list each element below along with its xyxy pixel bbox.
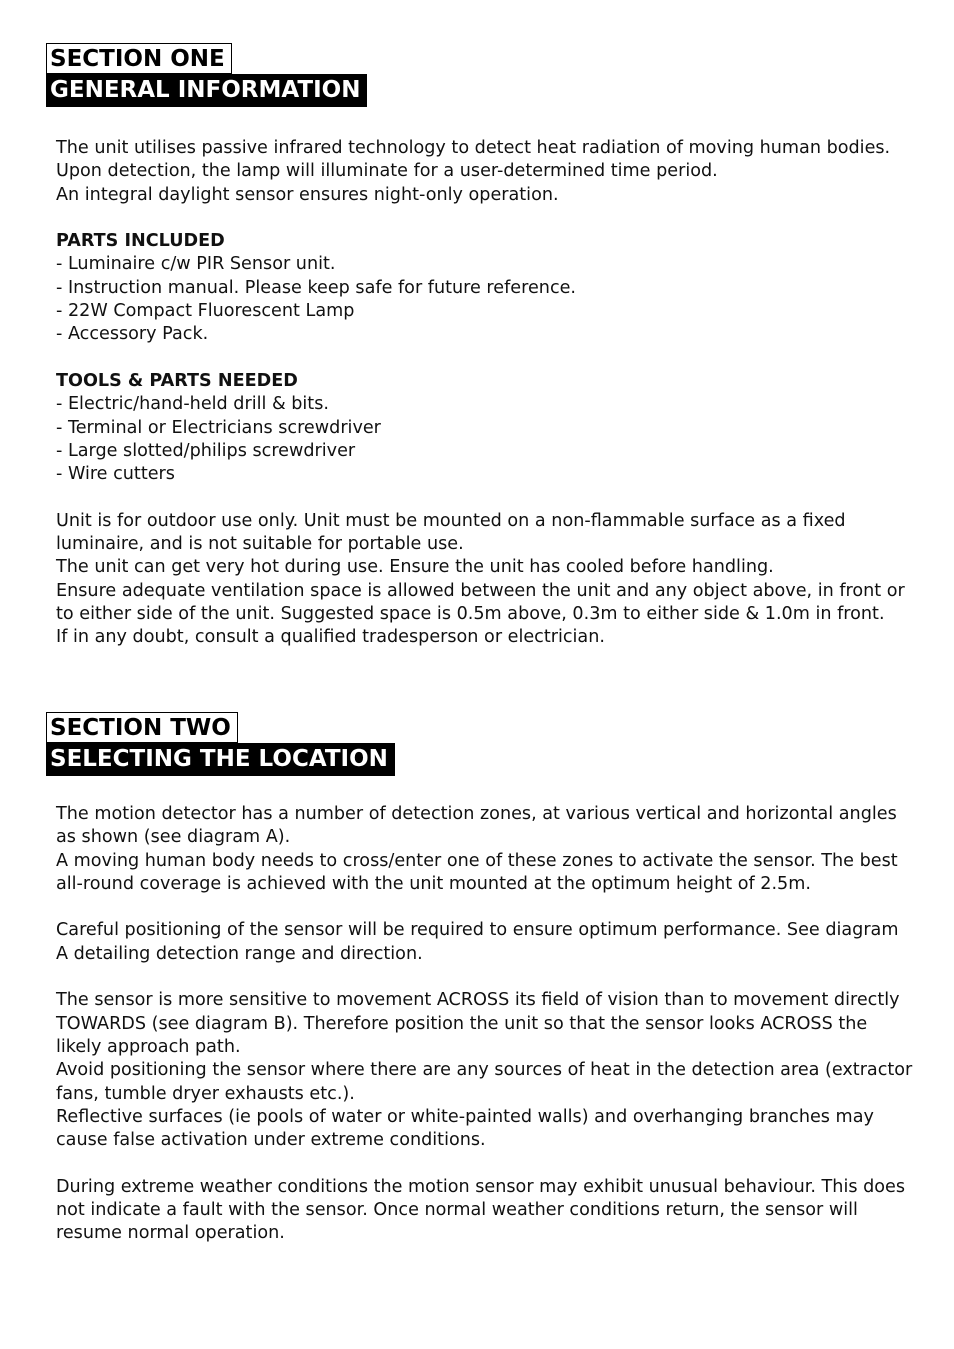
- body-paragraph: Reflective surfaces (ie pools of water or white-painted walls) and overhanging branches may cause false activation under extreme conditions.: [56, 1106, 874, 1151]
- section-two-heading: [46, 712, 395, 776]
- section-one-label: SECTION ONE: [46, 43, 232, 74]
- intro-line: The unit utilises passive infrared technology to detect heat radiation of moving human bodies.: [56, 138, 891, 158]
- list-item: - Large slotted/philips screwdriver: [56, 440, 356, 461]
- section-two-title: SELECTING THE LOCATION: [46, 743, 395, 776]
- list-item: - Luminaire c/w PIR Sensor unit.: [56, 254, 336, 275]
- parts-heading: PARTS INCLUDED: [56, 231, 225, 252]
- body-paragraph: During extreme weather conditions the motion sensor may exhibit unusual behaviour. This does not indicate a fault with the sensor. Once normal weather conditions return, the sensor will resume normal operation.: [56, 1176, 906, 1244]
- intro-line: Upon detection, the lamp will illuminate for a user-determined time period.: [56, 161, 718, 182]
- section-one-body: [56, 137, 916, 650]
- tools-list: [56, 393, 916, 486]
- note-paragraph: If in any doubt, consult a qualified tradesperson or electrician.: [56, 627, 605, 648]
- list-item: - Instruction manual. Please keep safe for future reference.: [56, 277, 577, 298]
- list-item: - 22W Compact Fluorescent Lamp: [56, 301, 355, 322]
- list-item: - Electric/hand-held drill & bits.: [56, 394, 329, 415]
- intro-line: An integral daylight sensor ensures night-only operation.: [56, 184, 559, 205]
- note-paragraph: Ensure adequate ventilation space is allowed between the unit and any object above, in front or to either side of the unit. Suggested space is 0.5m above, 0.3m to either side & 1.0m in front.: [56, 580, 905, 624]
- section-two-label: SECTION TWO: [46, 712, 238, 743]
- body-paragraph: A moving human body needs to cross/enter one of these zones to activate the sensor. The best all-round coverage is achieved with the unit mounted at the optimum height of 2.5m.: [56, 850, 898, 894]
- list-item: - Wire cutters: [56, 464, 175, 485]
- body-paragraph: Avoid positioning the sensor where there are any sources of heat in the detection area (extractor fans, tumble dryer exhausts etc.).: [56, 1060, 913, 1104]
- list-item: - Accessory Pack.: [56, 324, 209, 345]
- section-one-title: GENERAL INFORMATION: [46, 74, 367, 107]
- body-paragraph: Careful positioning of the sensor will be required to ensure optimum performance. See diagram A detailing detection range and direction.: [56, 920, 899, 964]
- note-paragraph: Unit is for outdoor use only. Unit must be mounted on a non-flammable surface as a fixed luminaire, and is not suitable for portable use.: [56, 510, 846, 555]
- tools-heading: TOOLS & PARTS NEEDED: [56, 370, 298, 391]
- note-paragraph: The unit can get very hot during use. Ensure the unit has cooled before handling.: [56, 557, 774, 578]
- section-two-body: [56, 803, 916, 1246]
- body-paragraph: The motion detector has a number of detection zones, at various vertical and horizontal angles as shown (see diagram A).: [56, 804, 897, 848]
- section-one-heading: [46, 43, 367, 107]
- parts-list: [56, 253, 916, 346]
- body-paragraph: The sensor is more sensitive to movement ACROSS its field of vision than to movement directly TOWARDS (see diagram B). Therefore position the unit so that the sensor looks ACROSS the likely approach path.: [56, 990, 900, 1057]
- list-item: - Terminal or Electricians screwdriver: [56, 417, 381, 438]
